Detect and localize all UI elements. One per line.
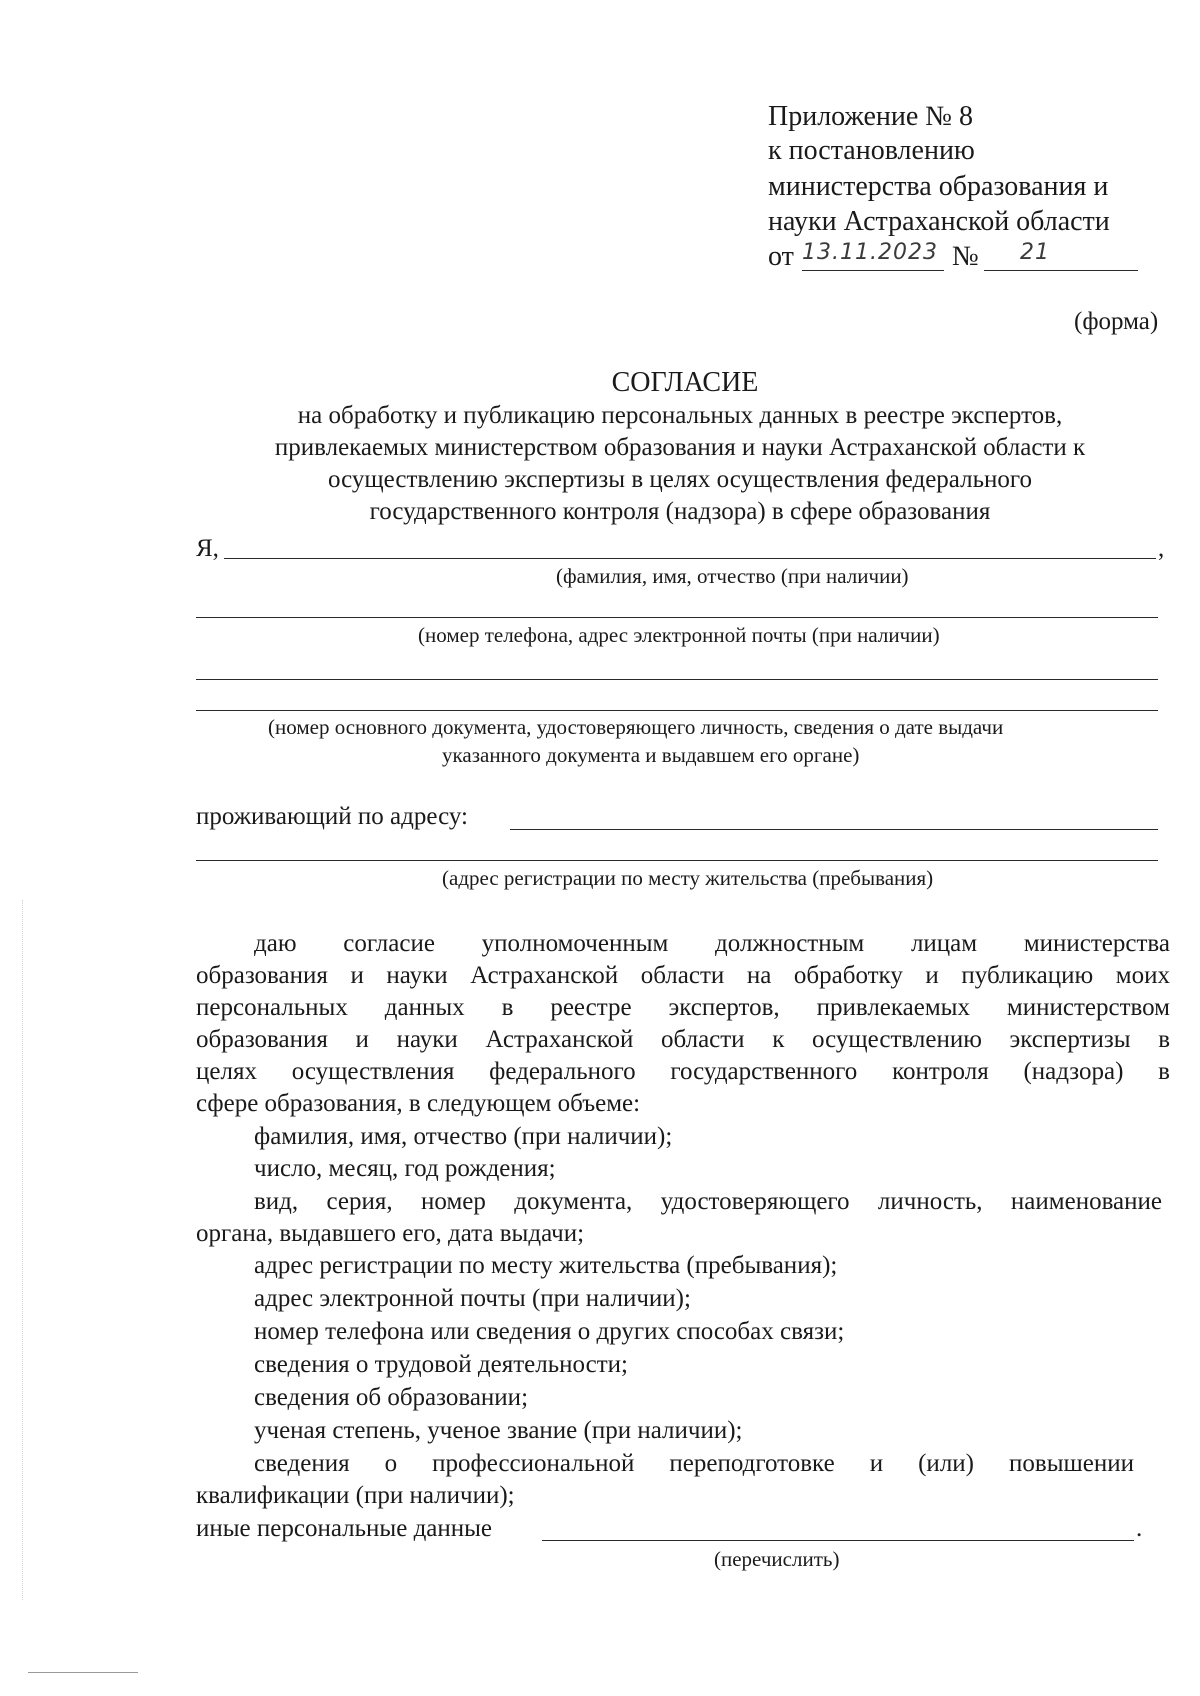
- appendix-line-4: науки Астраханской области: [768, 206, 1110, 237]
- appendix-from-label: от: [768, 241, 794, 272]
- fio-hint: (фамилия, имя, отчество (при наличии): [556, 564, 909, 588]
- contact-field-line[interactable]: [196, 617, 1158, 618]
- contact-hint: (номер телефона, адрес электронной почты (при наличии): [418, 623, 940, 647]
- i-label: Я,: [196, 535, 219, 562]
- other-data-field-underline[interactable]: [542, 1540, 1134, 1541]
- body-line-1: даю согласие уполномоченным должностным лицам министерства: [254, 930, 1170, 957]
- appendix-date-handwritten: 13.11.2023: [802, 240, 938, 265]
- list-item: адрес электронной почты (при наличии);: [254, 1285, 691, 1312]
- body-line-5: целях осуществления федерального государственного контроля (надзора) в: [196, 1058, 1170, 1085]
- appendix-line-3: министерства образования и: [768, 171, 1109, 202]
- list-item-continuation: органа, выдавшего его, дата выдачи;: [196, 1220, 585, 1247]
- list-item: адрес регистрации по месту жительства (пребывания);: [254, 1252, 838, 1279]
- list-item: ученая степень, ученое звание (при наличии);: [254, 1417, 743, 1444]
- address-field-line-2[interactable]: [196, 860, 1158, 861]
- fio-comma: ,: [1158, 535, 1165, 562]
- form-label: (форма): [1074, 308, 1159, 335]
- list-item-continuation: квалификации (при наличии);: [196, 1482, 515, 1509]
- scan-edge-artifact: [22, 900, 23, 1600]
- title-subline-4: государственного контроля (надзора) в сфере образования: [369, 498, 991, 525]
- fio-field-line[interactable]: [224, 558, 1156, 559]
- address-field-line-1[interactable]: [510, 829, 1158, 830]
- title-subline-2: привлекаемых министерством образования и науки Астраханской области к: [274, 434, 1086, 461]
- title-subline-1: на обработку и публикацию персональных данных в реестре экспертов,: [297, 402, 1063, 429]
- address-hint: (адрес регистрации по месту жительства (пребывания): [442, 866, 934, 890]
- appendix-number-handwritten: 21: [1020, 240, 1050, 265]
- list-item: число, месяц, год рождения;: [254, 1155, 556, 1182]
- document-title: СОГЛАСИЕ: [611, 367, 759, 398]
- list-item: сведения об образовании;: [254, 1384, 529, 1411]
- list-item: номер телефона или сведения о других способах связи;: [254, 1318, 845, 1345]
- list-hint: (перечислить): [714, 1547, 840, 1571]
- body-line-3: персональных данных в реестре экспертов, привлекаемых министерством: [196, 994, 1170, 1021]
- list-item: фамилия, имя, отчество (при наличии);: [254, 1123, 673, 1150]
- document-field-line-1[interactable]: [196, 679, 1158, 680]
- other-data-label: иные персональные данные: [196, 1515, 493, 1542]
- document-hint-line-1: (номер основного документа, удостоверяющего личность, сведения о дате выдачи: [268, 715, 1004, 739]
- appendix-number-label: №: [952, 241, 979, 272]
- list-item: сведения о профессиональной переподготовке и (или) повышении: [254, 1450, 1134, 1477]
- appendix-line-2: к постановлению: [768, 135, 975, 166]
- document-field-line-2[interactable]: [196, 710, 1158, 711]
- body-line-4: образования и науки Астраханской области к осуществлению экспертизы в: [196, 1026, 1170, 1053]
- body-line-2: образования и науки Астраханской области на обработку и публикацию моих: [196, 962, 1170, 989]
- appendix-line-1: Приложение № 8: [768, 101, 973, 132]
- appendix-number-line: [984, 270, 1138, 271]
- other-data-period: .: [1136, 1515, 1143, 1542]
- footer-rule: [28, 1672, 138, 1673]
- title-subline-3: осуществлению экспертизы в целях осуществления федерального: [327, 466, 1032, 493]
- list-item: сведения о трудовой деятельности;: [254, 1351, 628, 1378]
- appendix-date-line: [802, 270, 944, 271]
- address-label: проживающий по адресу:: [196, 803, 468, 830]
- document-hint-line-2: указанного документа и выдавшем его органе): [442, 743, 860, 767]
- list-item: вид, серия, номер документа, удостоверяющего личность, наименование: [254, 1188, 1162, 1215]
- body-line-6: сфере образования, в следующем объеме:: [196, 1090, 641, 1117]
